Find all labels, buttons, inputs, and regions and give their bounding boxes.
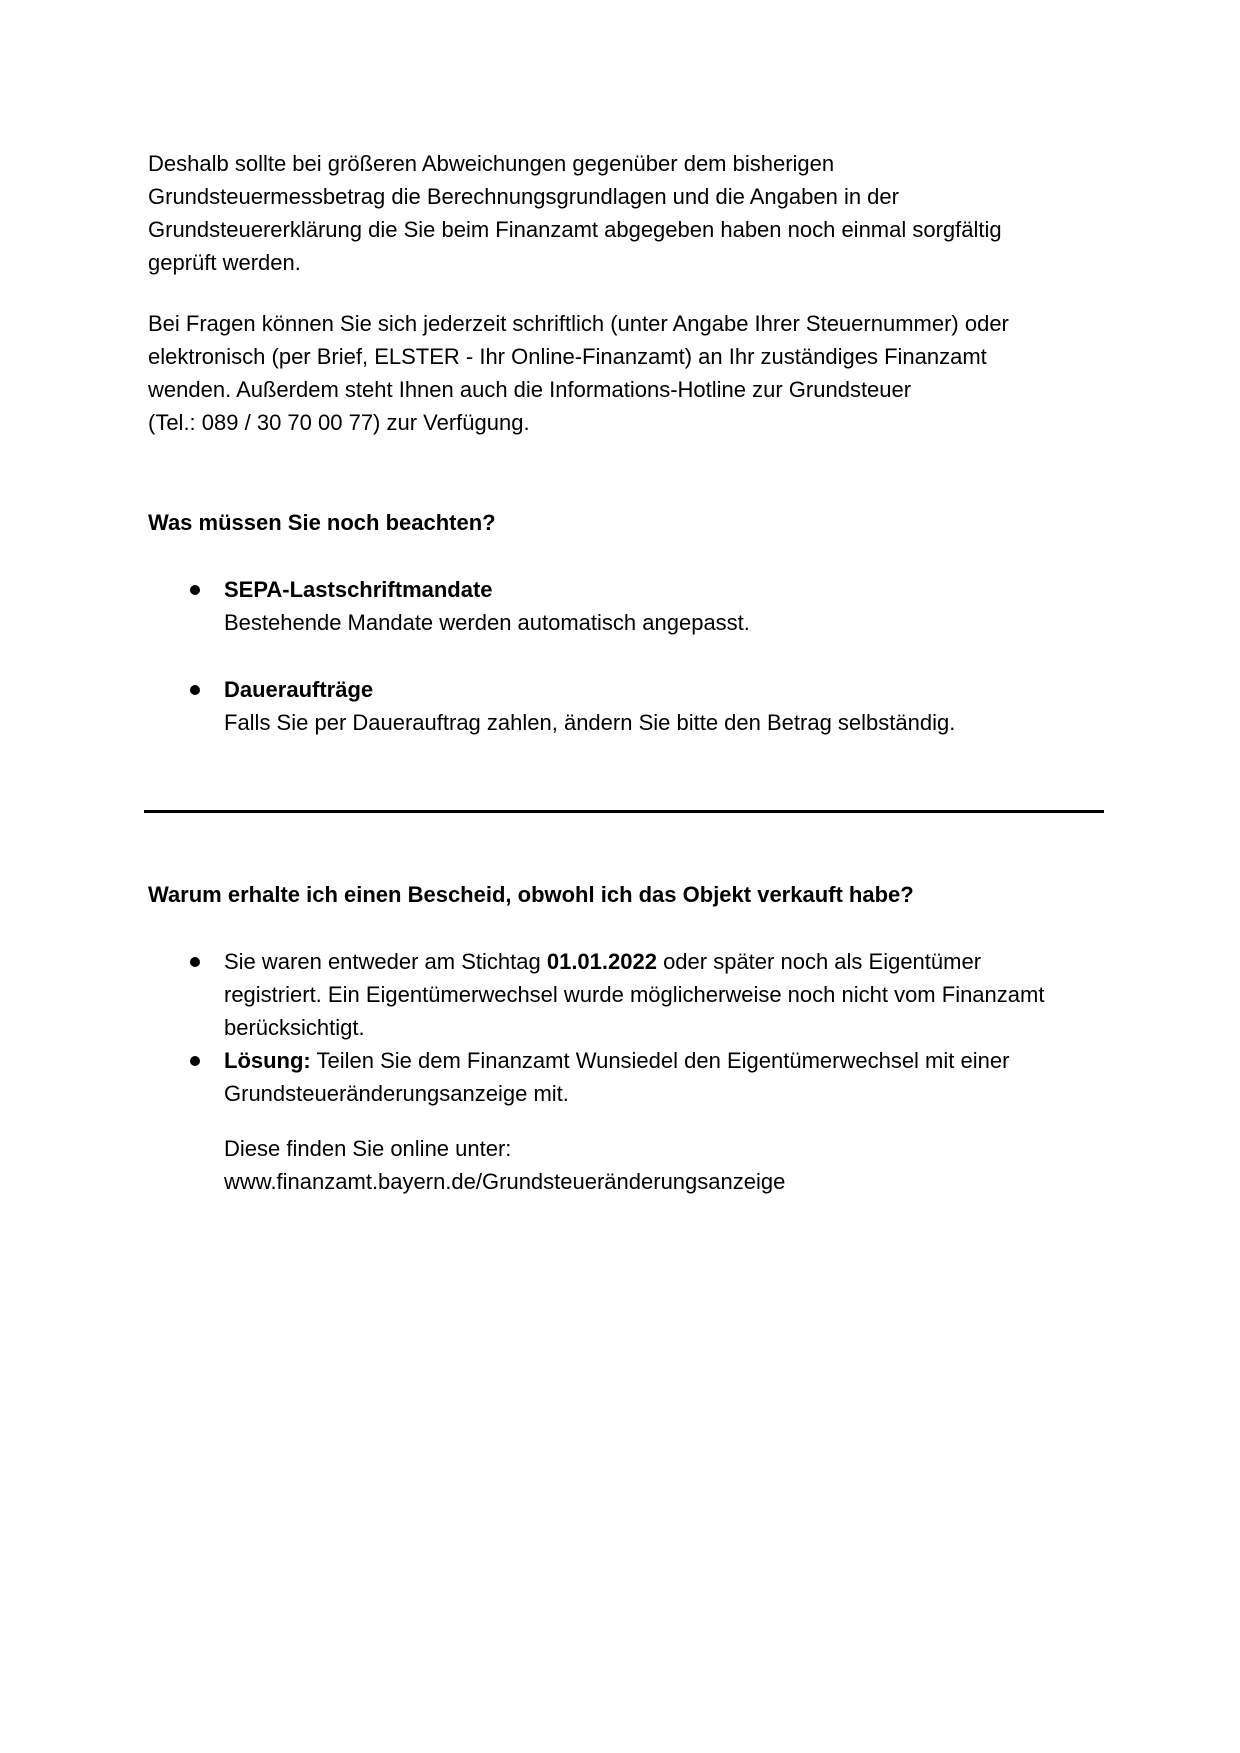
loesung-item-line-2: Grundsteueränderungsanzeige mit.: [224, 1081, 569, 1106]
paragraph-1-line-3: Grundsteuererklärung die Sie beim Finanzamt abgegeben haben noch einmal sorgfältig: [148, 217, 1002, 242]
online-note: Diese finden Sie online unter:: [224, 1136, 512, 1161]
stichtag-item-line-2: registriert. Ein Eigentümerwechsel wurde möglicherweise noch nicht vom Finanzamt: [224, 982, 1045, 1007]
paragraph-1-line-2: Grundsteuermessbetrag die Berechnungsgrundlagen und die Angaben in der: [148, 184, 899, 209]
stichtag-item-prefix: Sie waren entweder am Stichtag: [224, 949, 547, 974]
bullet-icon: [190, 685, 200, 695]
stichtag-item-suffix: oder später noch als Eigentümer: [656, 949, 982, 974]
loesung-text: Teilen Sie dem Finanzamt Wunsiedel den Eigentümerwechsel mit einer: [310, 1048, 1010, 1073]
paragraph-2-line-3: wenden. Außerdem steht Ihnen auch die Informations-Hotline zur Grundsteuer: [148, 377, 912, 402]
sepa-item-text: Bestehende Mandate werden automatisch angepasst.: [224, 610, 750, 635]
loesung-item-line-1: [224, 1044, 1009, 1077]
bullet-icon: [190, 1056, 200, 1066]
paragraph-2-line-2: elektronisch (per Brief, ELSTER - Ihr Online-Finanzamt) an Ihr zuständiges Finanzamt: [148, 344, 987, 369]
stichtag-date: 01.01.2022: [546, 949, 657, 974]
section-1-heading: Was müssen Sie noch beachten?: [148, 510, 496, 535]
section-2-heading: Warum erhalte ich einen Bescheid, obwohl ich das Objekt verkauft habe?: [148, 882, 914, 907]
paragraph-1-line-4: geprüft werden.: [148, 250, 301, 275]
bullet-icon: [190, 585, 200, 595]
loesung-label: Lösung:: [224, 1048, 311, 1073]
stichtag-item-line-1: [224, 945, 981, 978]
paragraph-2-line-4: (Tel.: 089 / 30 70 00 77) zur Verfügung.: [148, 410, 530, 435]
dauerauftraege-item-title: Daueraufträge: [224, 677, 374, 702]
paragraph-1-line-1: Deshalb sollte bei größeren Abweichungen gegenüber dem bisherigen: [148, 151, 835, 176]
sepa-item-title: SEPA-Lastschriftmandate: [224, 577, 493, 602]
paragraph-2-line-1: Bei Fragen können Sie sich jederzeit schriftlich (unter Angabe Ihrer Steuernummer) oder: [148, 311, 1009, 336]
online-url: www.finanzamt.bayern.de/Grundsteueränderungsanzeige: [224, 1169, 786, 1194]
dauerauftraege-item-text: Falls Sie per Dauerauftrag zahlen, ändern Sie bitte den Betrag selbständig.: [224, 710, 956, 735]
stichtag-item-line-3: berücksichtigt.: [224, 1015, 365, 1040]
section-divider: [144, 810, 1104, 813]
bullet-icon: [190, 957, 200, 967]
